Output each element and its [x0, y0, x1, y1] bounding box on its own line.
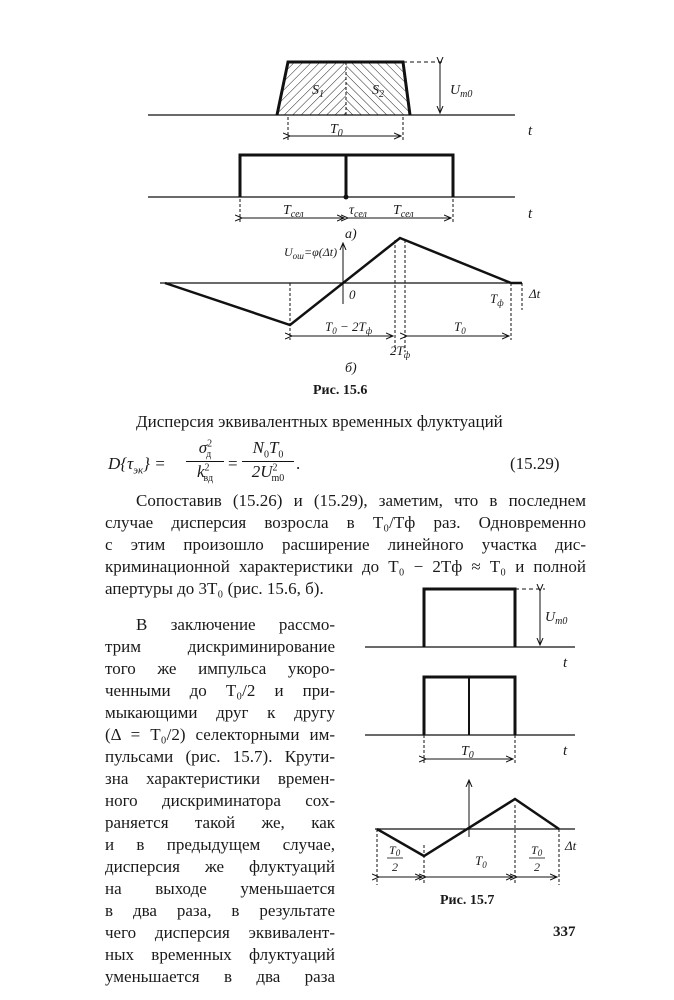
t-label-1: t [528, 123, 533, 139]
s1-label: $S_1$ [312, 83, 324, 100]
tf-label: $T_ф$ [490, 291, 504, 308]
t0-label-2: $T_0$ [454, 319, 466, 336]
label-b: б) [345, 361, 357, 376]
label-a: а) [345, 227, 357, 242]
um0-label-2: $U_{m0}$ [545, 610, 568, 627]
s2-label: $S_2$ [372, 83, 384, 100]
half-t0-label-right [529, 843, 545, 874]
t0-label-b: $T_0$ [475, 853, 487, 870]
t-label-a: t [563, 655, 568, 671]
figure-15-7 [345, 575, 590, 895]
t0-minus-2tf-label: $T_0 - 2T_ф$ [325, 319, 373, 336]
t-label-2: t [528, 206, 533, 222]
svg-text:2: 2 [534, 860, 540, 874]
figure-caption-15-6: Рис. 15.6 [313, 383, 368, 398]
formula-15-29: $D\{\tau_{эк}\}$ = $\sigma^2_д$ $k^2_{вд}$ = $N_0T_0$ $2U^2_{m0}$ . (15.29) [108, 438, 560, 485]
tsel-label-left: $T_{сел}$ [283, 203, 304, 220]
dt-label-2: Δt [565, 838, 577, 853]
selector-pulses [240, 155, 453, 197]
tsel-label-right: $T_{сел}$ [393, 203, 414, 220]
paragraph-dispersion-intro: Дисперсия эквивалентных временных флуктуаций [136, 412, 503, 431]
um0-label: $U_{m0}$ [450, 83, 473, 100]
two-tf-label: $2T_ф$ [390, 343, 411, 360]
half-t0-label-left [387, 843, 403, 874]
dt-label-1: Δt [529, 286, 541, 301]
zero-label: 0 [349, 287, 356, 302]
figure-caption-15-7: Рис. 15.7 [440, 893, 495, 908]
svg-text:T0: T0 [531, 843, 543, 858]
t-label-b: t [563, 743, 568, 759]
figure-15-6 [0, 0, 674, 400]
tau-sel-label: $\tau_{сел}$ [349, 203, 367, 220]
svg-text:T0: T0 [389, 843, 401, 858]
page-number: 337 [553, 924, 576, 940]
svg-text:2: 2 [392, 860, 398, 874]
t0-label-a: $T_0$ [461, 744, 474, 761]
t0-label-1: $T_0$ [330, 122, 343, 139]
equation-number: (15.29) [510, 454, 560, 473]
uosh-label: $U_{ош}=\varphi(\Delta t)$ [284, 245, 338, 261]
trapezoid-pulse [277, 62, 410, 115]
rect-pulse [424, 589, 515, 647]
